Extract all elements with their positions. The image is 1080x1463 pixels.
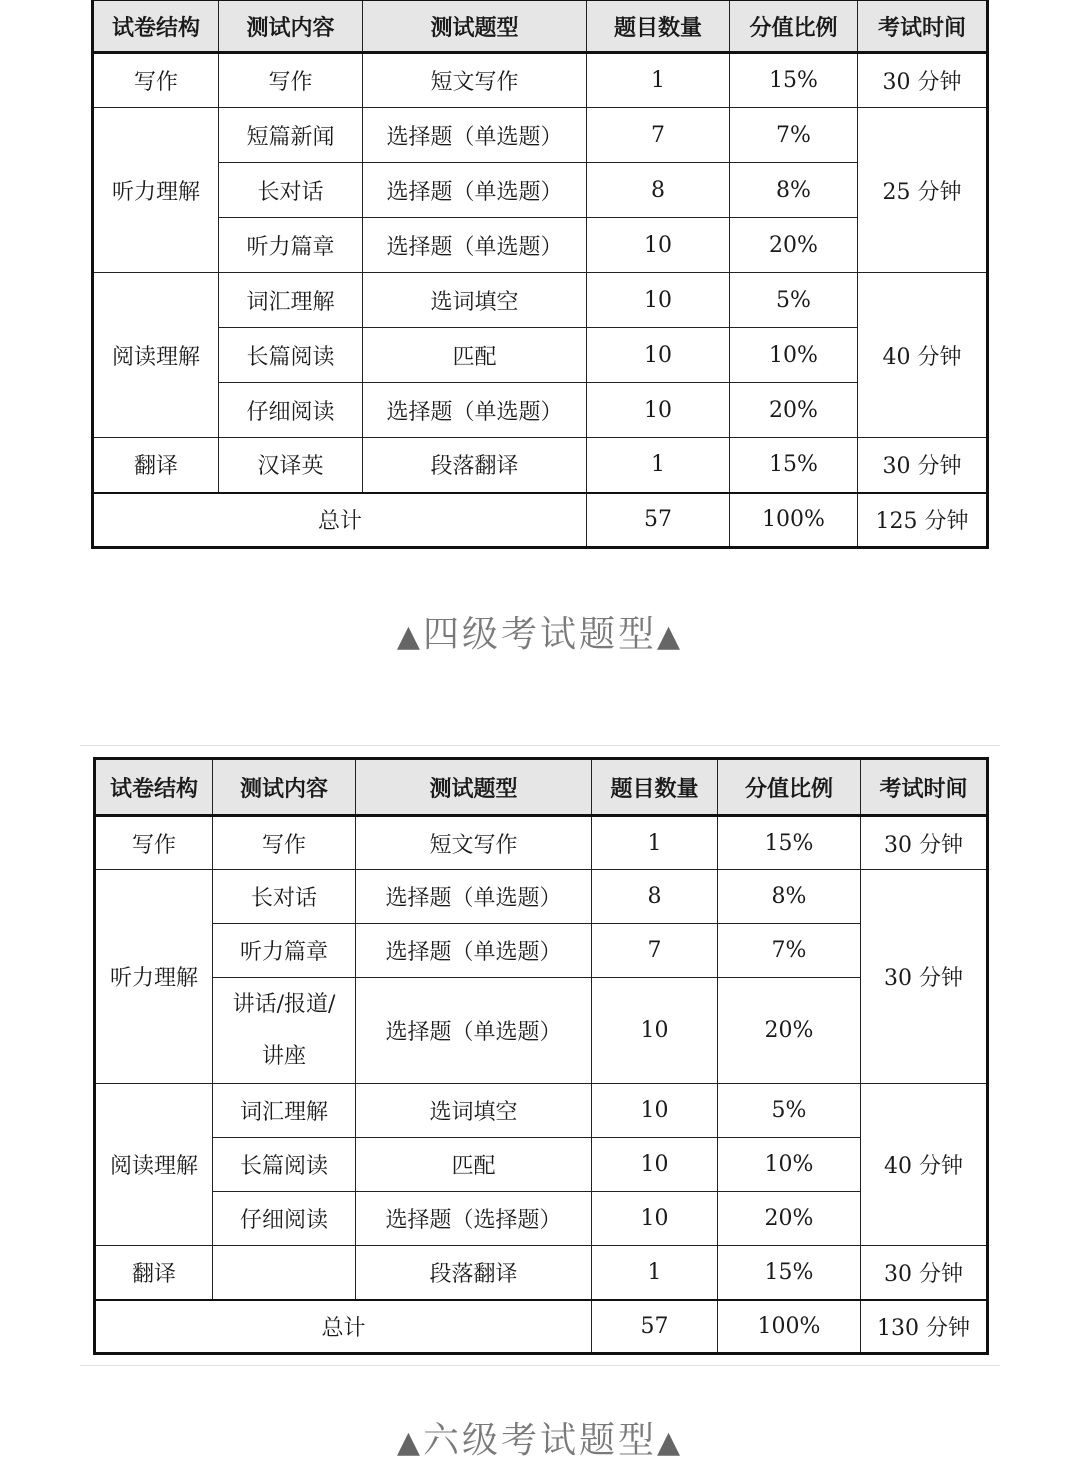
header-cell: 测试内容 [219, 0, 363, 53]
type-cell: 选择题（单选题） [363, 108, 587, 163]
time-cell: 25 分钟 [858, 108, 988, 273]
section-cell: 写作 [93, 53, 219, 108]
ratio-cell: 10% [718, 1138, 861, 1192]
ratio-cell: 20% [718, 1192, 861, 1246]
table-row [93, 438, 988, 493]
header-cell: 分值比例 [718, 759, 861, 816]
type-cell: 选词填空 [363, 273, 587, 328]
content-cell: 写作 [219, 53, 363, 108]
header-cell: 试卷结构 [93, 0, 219, 53]
content-cell: 听力篇章 [219, 218, 363, 273]
time-cell: 30 分钟 [858, 53, 988, 108]
header-cell: 考试时间 [858, 0, 988, 53]
type-cell: 选择题（单选题） [356, 924, 592, 978]
count-cell: 10 [587, 218, 730, 273]
count-cell: 1 [587, 438, 730, 493]
count-cell: 1 [592, 1246, 718, 1300]
count-cell: 8 [587, 163, 730, 218]
ratio-cell: 20% [718, 978, 861, 1084]
section-cell: 翻译 [93, 438, 219, 493]
divider [80, 745, 1000, 746]
total-count: 57 [592, 1300, 718, 1354]
ratio-cell: 8% [718, 870, 861, 924]
table-row [93, 53, 988, 108]
table-row [93, 383, 988, 438]
total-label: 总计 [93, 493, 587, 548]
content-cell: 词汇理解 [213, 1084, 356, 1138]
type-cell: 选择题（单选题） [363, 218, 587, 273]
table-row [95, 816, 988, 870]
divider [80, 1365, 1000, 1366]
count-cell: 1 [592, 816, 718, 870]
type-cell: 选择题（单选题） [356, 978, 592, 1084]
count-cell: 10 [592, 1138, 718, 1192]
ratio-cell: 5% [718, 1084, 861, 1138]
time-cell: 40 分钟 [858, 273, 988, 438]
header-cell: 题目数量 [587, 0, 730, 53]
triangle-up-icon: ▲ [657, 1425, 684, 1460]
type-cell: 短文写作 [356, 816, 592, 870]
count-cell: 10 [592, 978, 718, 1084]
total-row [95, 1300, 988, 1354]
type-cell: 匹配 [363, 328, 587, 383]
type-cell: 选词填空 [356, 1084, 592, 1138]
content-line: 讲座 [261, 1043, 306, 1069]
header-cell: 分值比例 [730, 0, 858, 53]
cet6-caption [0, 1412, 1080, 1463]
section-cell: 写作 [95, 816, 213, 870]
ratio-cell: 5% [730, 273, 858, 328]
table-row [95, 924, 988, 978]
time-cell: 30 分钟 [861, 816, 988, 870]
total-ratio: 100% [730, 493, 858, 548]
header-row [93, 0, 988, 53]
content-cell: 长对话 [219, 163, 363, 218]
ratio-cell: 7% [730, 108, 858, 163]
ratio-cell: 20% [730, 218, 858, 273]
section-cell: 阅读理解 [93, 273, 219, 438]
type-cell: 选择题（选择题） [356, 1192, 592, 1246]
content-cell: 长篇阅读 [219, 328, 363, 383]
content-cell: 词汇理解 [219, 273, 363, 328]
count-cell: 7 [592, 924, 718, 978]
header-cell: 测试题型 [363, 0, 587, 53]
type-cell: 段落翻译 [356, 1246, 592, 1300]
table-row [95, 1246, 988, 1300]
total-ratio: 100% [718, 1300, 861, 1354]
table-row [95, 1084, 988, 1138]
table-row [95, 870, 988, 924]
table-row [93, 163, 988, 218]
content-cell: 汉译英 [219, 438, 363, 493]
section-cell: 阅读理解 [95, 1084, 213, 1246]
ratio-cell: 15% [718, 1246, 861, 1300]
content-cell: 长篇阅读 [213, 1138, 356, 1192]
triangle-up-icon: ▲ [396, 619, 423, 654]
content-cell [213, 978, 356, 1084]
ratio-cell: 8% [730, 163, 858, 218]
content-line: 讲话/报道/ [232, 991, 336, 1017]
time-cell: 30 分钟 [861, 1246, 988, 1300]
section-cell: 听力理解 [93, 108, 219, 273]
type-cell: 选择题（单选题） [356, 870, 592, 924]
header-row [95, 759, 988, 816]
time-cell: 30 分钟 [861, 870, 988, 1084]
type-cell: 匹配 [356, 1138, 592, 1192]
content-cell: 仔细阅读 [219, 383, 363, 438]
ratio-cell: 10% [730, 328, 858, 383]
content-cell: 写作 [213, 816, 356, 870]
ratio-cell: 15% [718, 816, 861, 870]
cet4-table [91, 0, 989, 549]
count-cell: 1 [587, 53, 730, 108]
section-cell: 听力理解 [95, 870, 213, 1084]
total-count: 57 [587, 493, 730, 548]
ratio-cell: 15% [730, 438, 858, 493]
content-cell: 听力篇章 [213, 924, 356, 978]
content-cell: 仔细阅读 [213, 1192, 356, 1246]
total-label: 总计 [95, 1300, 592, 1354]
ratio-cell: 7% [718, 924, 861, 978]
total-time: 130 分钟 [861, 1300, 988, 1354]
table-row [93, 108, 988, 163]
header-cell: 题目数量 [592, 759, 718, 816]
count-cell: 10 [587, 273, 730, 328]
header-cell: 测试题型 [356, 759, 592, 816]
content-cell: 短篇新闻 [219, 108, 363, 163]
table-row [95, 978, 988, 1084]
count-cell: 10 [587, 383, 730, 438]
cet4-caption [0, 606, 1080, 657]
content-cell: 长对话 [213, 870, 356, 924]
ratio-cell: 15% [730, 53, 858, 108]
caption-text: 六级考试题型 [422, 1420, 657, 1461]
time-cell: 40 分钟 [861, 1084, 988, 1246]
count-cell: 10 [592, 1192, 718, 1246]
type-cell: 选择题（单选题） [363, 163, 587, 218]
count-cell: 10 [592, 1084, 718, 1138]
count-cell: 10 [587, 328, 730, 383]
total-time: 125 分钟 [858, 493, 988, 548]
ratio-cell: 20% [730, 383, 858, 438]
time-cell: 30 分钟 [858, 438, 988, 493]
header-cell: 考试时间 [861, 759, 988, 816]
table-row [93, 328, 988, 383]
section-cell: 翻译 [95, 1246, 213, 1300]
header-cell: 试卷结构 [95, 759, 213, 816]
type-cell: 选择题（单选题） [363, 383, 587, 438]
content-cell [213, 1246, 356, 1300]
count-cell: 8 [592, 870, 718, 924]
count-cell: 7 [587, 108, 730, 163]
table-row [93, 273, 988, 328]
cet6-table [93, 757, 989, 1355]
total-row [93, 493, 988, 548]
header-cell: 测试内容 [213, 759, 356, 816]
table-row [95, 1192, 988, 1246]
type-cell: 段落翻译 [363, 438, 587, 493]
table-row [95, 1138, 988, 1192]
triangle-up-icon: ▲ [396, 1425, 423, 1460]
table-row [93, 218, 988, 273]
type-cell: 短文写作 [363, 53, 587, 108]
caption-text: 四级考试题型 [422, 614, 657, 655]
triangle-up-icon: ▲ [657, 619, 684, 654]
